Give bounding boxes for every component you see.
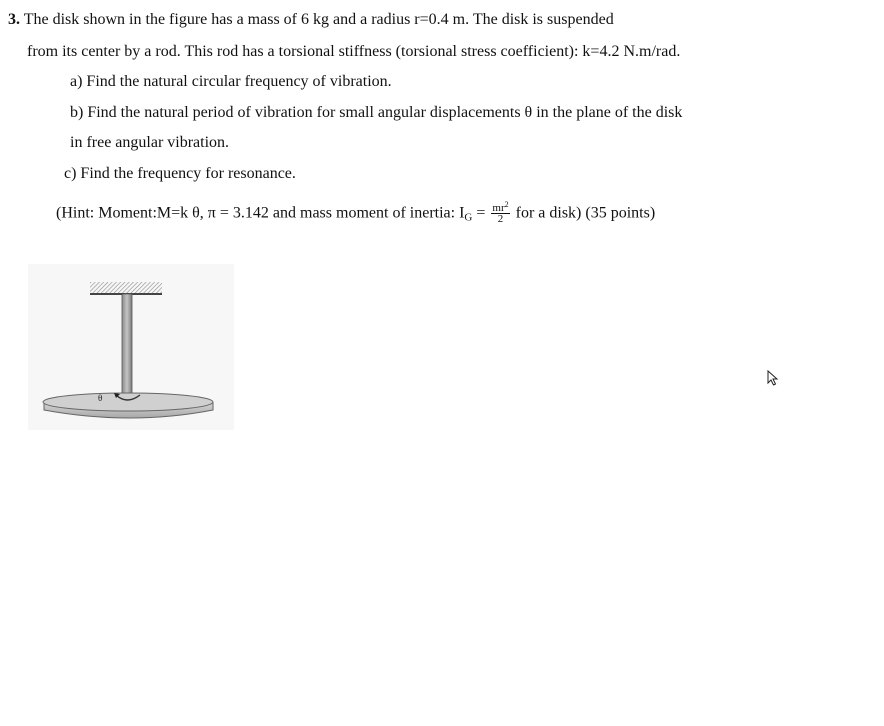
hint-line (56, 202, 655, 228)
mouse-pointer-icon (766, 370, 780, 386)
hint-subscript: G (464, 211, 473, 224)
hint-equals: = (472, 204, 490, 222)
disk-top (43, 393, 213, 411)
theta-label: θ (98, 393, 103, 403)
hint-suffix: for a disk) (35 points) (511, 204, 656, 222)
hint-fraction (491, 200, 509, 224)
question-number: 3. (8, 11, 20, 28)
hint-fraction-numerator (491, 200, 509, 214)
ceiling-support (90, 282, 162, 294)
part-b-line-2: in free angular vibration. (70, 134, 230, 151)
part-c: c) Find the frequency for resonance. (64, 165, 296, 182)
hint-fraction-num-text: mr (492, 202, 505, 214)
hint-fraction-sup: 2 (504, 200, 509, 209)
disk-figure (28, 264, 234, 430)
question-line-2: from its center by a rod. This rod has a torsional stiffness (torsional stress coefficient): k=4.2 N.m/rad. (27, 43, 681, 60)
part-a: a) Find the natural circular frequency of vibration. (70, 73, 392, 90)
question-text-1: The disk shown in the figure has a mass of 6 kg and a radius r=0.4 m. The disk is suspended (23, 11, 614, 28)
torsion-rod (122, 294, 132, 398)
question-line-1 (8, 10, 614, 30)
hint-prefix: (Hint: Moment:M=k θ, π = 3.142 and mass moment of inertia: I (56, 204, 465, 222)
hint-fraction-denominator: 2 (497, 213, 504, 225)
part-b-line-1: b) Find the natural period of vibration for small angular displacements θ in the plane of the disk (70, 104, 683, 121)
